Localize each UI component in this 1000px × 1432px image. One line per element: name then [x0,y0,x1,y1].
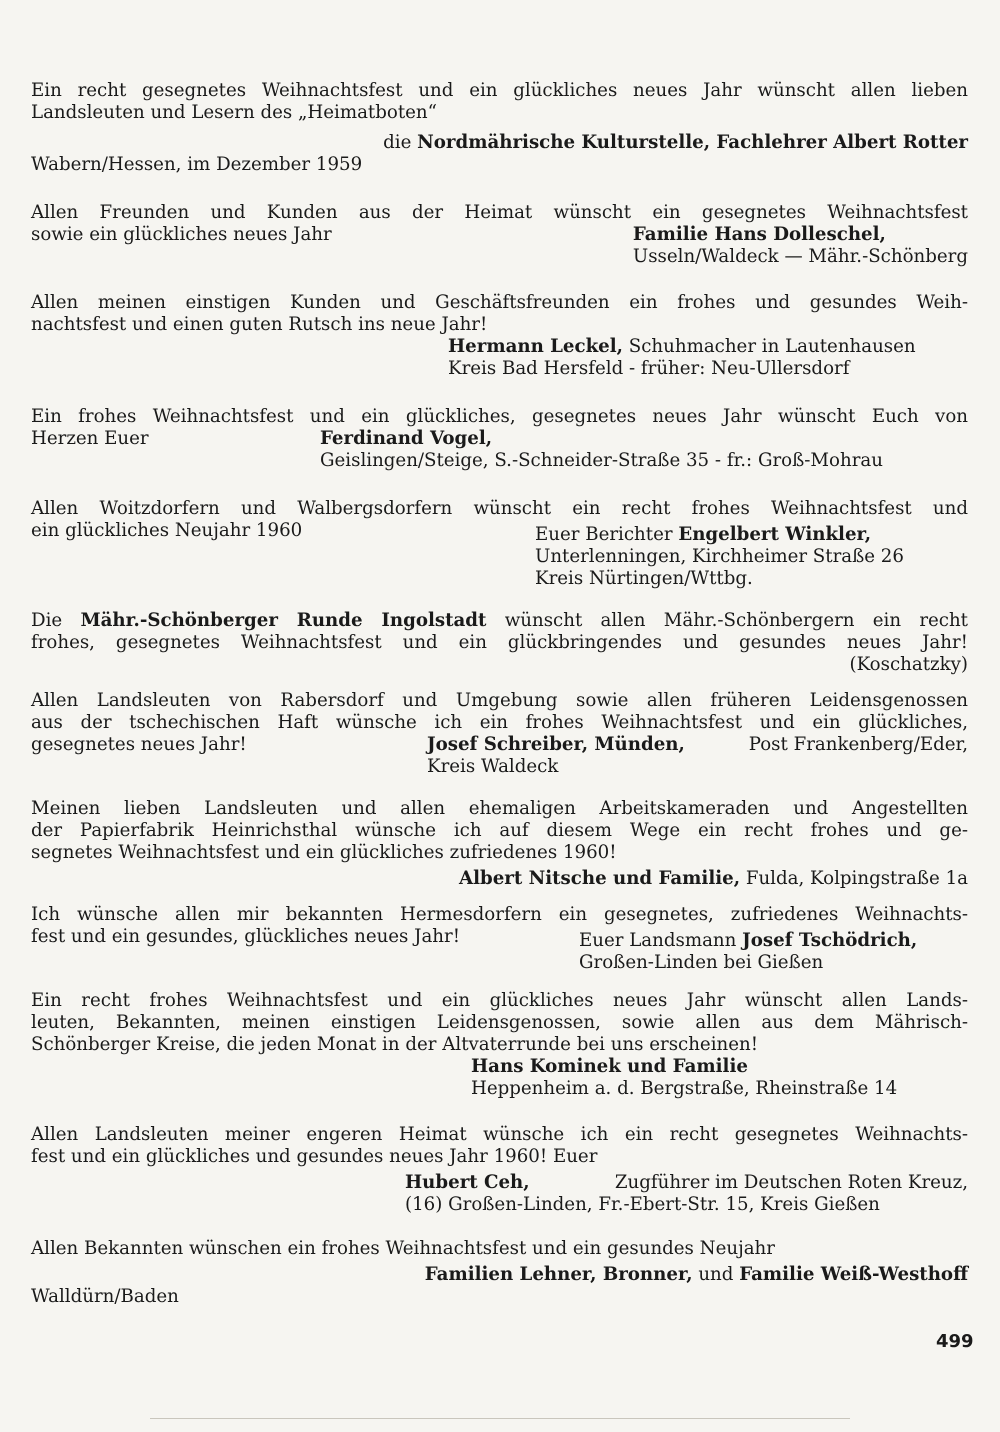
entry-text-line: Allen meinen einstigen Kunden und Geschäftsfreunden ein frohes und gesundes Weih- [31,292,968,313]
signature-line [31,868,968,890]
greeting-entry [31,610,968,676]
text-segment: wünscht allen Mähr.-Schönbergern ein recht [486,610,968,631]
bottom-rule [150,1418,850,1419]
entry-text-line: Ein recht gesegnetes Weihnachtsfest und ein glückliches neues Jahr wünscht allen lieben [31,80,968,101]
entry-text-line: Meinen lieben Landsleuten und allen ehemaligen Arbeitskameraden und Angestellten [31,798,968,819]
signature-block [448,336,968,380]
signature-name: Hans Kominek und Familie [471,1056,748,1077]
entry-text-line: frohes, gesegnetes Weihnachtsfest und ein glückbringendes und gesundes neues Jahr! [31,632,968,653]
entry-text-line: Allen Landsleuten meiner engeren Heimat wünsche ich ein recht gesegnetes Weihnachts- [31,1124,968,1145]
signature-block [633,224,968,268]
entry-text-line: Schönberger Kreise, die jeden Monat in der Altvaterrunde bei uns erscheinen! [31,1034,759,1055]
signature-line [31,132,968,154]
greeting-entry [31,406,968,472]
entry-text-line: sowie ein glückliches neues Jahr [31,224,332,245]
signature-line [31,1264,968,1286]
text-segment: Die [31,610,81,631]
greeting-entry [31,990,968,1100]
signature-name: Albert Nitsche und Familie, [458,868,741,889]
signature-name: Josef Tschödrich, [742,930,918,951]
greeting-entry [31,498,968,590]
entry-text-line: Allen Woitzdorfern und Walbergsdorfern wünscht ein recht frohes Weihnachtsfest und [31,498,968,519]
place-date: Wabern/Hessen, im Dezember 1959 [31,154,363,175]
signature-block [579,930,917,974]
signature-name: Familie Hans Dolleschel, [632,224,886,245]
signature-address: (16) Großen-Linden, Fr.-Ebert-Str. 15, Kreis Gießen [405,1194,880,1215]
signature-block [427,734,968,778]
entry-text-line: Ein frohes Weihnachtsfest und ein glückliches, gesegnetes neues Jahr wünscht Euch von [31,406,968,427]
greeting-entry [31,904,968,974]
signature-name: Ferdinand Vogel, [320,428,493,449]
greeting-entry [31,798,968,890]
page-number: 499 [936,1331,974,1352]
entry-text-line: fest und ein glückliches und gesundes neues Jahr 1960! Euer [31,1146,598,1167]
entry-text-line: Ich wünsche allen mir bekannten Hermesdorfern ein gesegnetes, zufriedenes Weihnachts- [31,904,968,925]
signature-address: Kreis Nürtingen/Wttbg. [535,568,753,589]
entry-text-line [31,610,968,632]
entry-text-line: nachtsfest und einen guten Rutsch ins neue Jahr! [31,314,488,335]
signature-detail: Schuhmacher in Lautenhausen [623,336,916,357]
entry-text-line: Allen Freunden und Kunden aus der Heimat wünscht ein gesegnetes Weihnachtsfest [31,202,968,223]
greeting-entry [31,202,968,268]
entry-text-line: aus der tschechischen Haft wünsche ich ein frohes Weihnachtsfest und ein glückliches, [31,712,968,733]
greeting-entry [31,80,968,176]
signature-address: Usseln/Waldeck — Mähr.-Schönberg [632,246,968,267]
entry-text-line: Herzen Euer [31,428,149,449]
signature-name: (Koschatzky) [849,654,968,675]
entry-text-line: ein glückliches Neujahr 1960 [31,520,303,541]
signature-name: Engelbert Winkler, [678,524,872,545]
signature-name: Hubert Ceh, [405,1172,530,1193]
entry-text-line: leuten, Bekannten, meinen einstigen Leidensgenossen, sowie allen aus dem Mährisch- [31,1012,968,1033]
entry-text-line: Allen Landsleuten von Rabersdorf und Umgebung sowie allen früheren Leidensgenossen [31,690,968,711]
greeting-entry [31,690,968,778]
signature-prefix: Euer Landsmann [579,930,743,951]
signature-name: Familie Weiß-Westhoff [739,1264,968,1285]
entry-text-line: segnetes Weihnachtsfest und ein glückliches zufriedenes 1960! [31,842,617,863]
signature-address: Unterlenningen, Kirchheimer Straße 26 [535,546,904,567]
entry-text-line: Landsleuten und Lesern des „Heimatboten“ [31,102,437,123]
signature-detail: Fulda, Kolpingstraße 1a [740,868,968,889]
entry-text-line: Ein recht frohes Weihnachtsfest und ein glückliches neues Jahr wünscht allen Lands- [31,990,968,1011]
signature-detail: Post Frankenberg/Eder, [748,734,968,755]
greeting-entry [31,1124,968,1216]
signature-name: Nordmährische Kulturstelle, Fachlehrer Albert Rotter [417,132,968,153]
organization-name: Mähr.-Schönberger Runde Ingolstadt [80,610,487,631]
entry-text-line: gesegnetes neues Jahr! [31,734,247,755]
greeting-entry [31,1238,968,1308]
signature-prefix: Euer Berichter [535,524,679,545]
entry-text-line: der Papierfabrik Heinrichsthal wünsche ich auf diesem Wege ein recht frohes und ge- [31,820,968,841]
signature-block [535,524,904,590]
signature-block [471,1056,968,1100]
signature-address: Großen-Linden bei Gießen [579,952,824,973]
signature-prefix: die [383,132,412,153]
signature-name: Familien Lehner, Bronner, [424,1264,693,1285]
signature-address: Kreis Waldeck [427,756,559,777]
signature-detail: und [692,1264,740,1285]
signature-block [405,1172,968,1216]
signature-address: Kreis Bad Hersfeld - früher: Neu-Ullersdorf [448,358,850,379]
entry-text-line: Allen Bekannten wünschen ein frohes Weihnachtsfest und ein gesundes Neujahr [31,1238,775,1259]
greeting-entry [31,292,968,380]
signature-name: Hermann Leckel, [448,336,623,357]
signature-detail: Zugführer im Deutschen Roten Kreuz, [614,1172,968,1193]
signature-address: Heppenheim a. d. Bergstraße, Rheinstraße 14 [471,1078,898,1099]
signature-name: Josef Schreiber, Münden, [427,734,685,755]
entry-text-line: fest und ein gesundes, glückliches neues Jahr! [31,926,461,947]
signature-address: Geislingen/Steige, S.-Schneider-Straße 35 - fr.: Groß-Mohrau [320,450,883,471]
signature-block [320,428,883,472]
place-date: Walldürn/Baden [31,1286,179,1307]
